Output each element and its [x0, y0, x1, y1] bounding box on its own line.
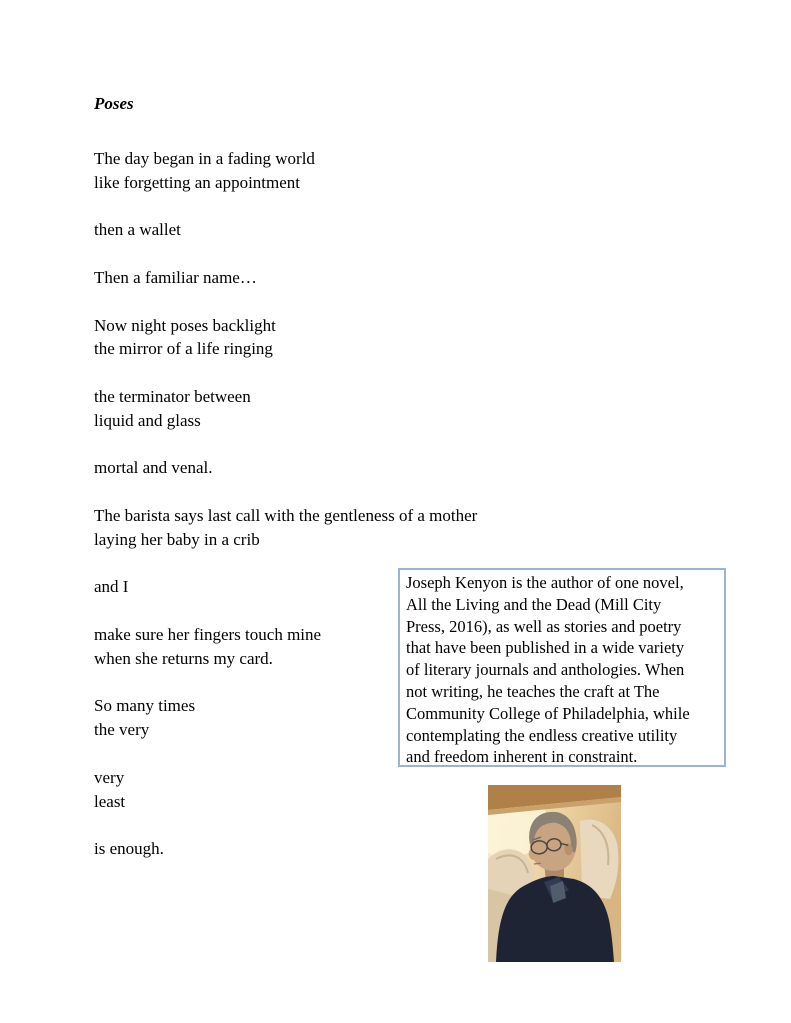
poem-line: then a wallet — [94, 220, 181, 240]
poem-stanza — [94, 218, 574, 242]
poem-line: laying her baby in a crib — [94, 529, 260, 549]
poem-line: is enough. — [94, 839, 164, 859]
poem-line: So many times — [94, 696, 196, 716]
author-bio-text — [400, 570, 724, 768]
bio-line: contemplating the endless creative utility — [406, 725, 678, 745]
poem-stanza — [94, 147, 574, 195]
poem-body — [94, 147, 574, 885]
bio-line: not writing, he teaches the craft at The — [406, 681, 660, 701]
bio-line: Press, 2016), as well as stories and poetry — [406, 616, 682, 636]
bio-line: and freedom inherent in constraint. — [406, 747, 638, 767]
poem-line: The barista says last call with the gentleness of a mother — [94, 505, 478, 525]
poem-line: the mirror of a life ringing — [94, 339, 273, 359]
poem-line: make sure her fingers touch mine — [94, 624, 322, 644]
poem-stanza — [94, 504, 574, 552]
poem-line: liquid and glass — [94, 410, 201, 430]
bio-line: Community College of Philadelphia, while — [406, 703, 690, 723]
bio-line: Joseph Kenyon is the author of one novel, — [406, 573, 684, 592]
author-photo — [488, 785, 621, 962]
bio-line: that have been published in a wide variety — [406, 638, 685, 658]
poem-line: mortal and venal. — [94, 458, 213, 478]
poem-line: Now night poses backlight — [94, 315, 276, 335]
poem-line: like forgetting an appointment — [94, 172, 301, 192]
poem-line: the very — [94, 720, 150, 740]
bio-line: of literary journals and anthologies. When — [406, 660, 685, 680]
poem-stanza — [94, 456, 574, 480]
poem-line: The day began in a fading world — [94, 149, 315, 168]
author-bio-box — [398, 568, 726, 767]
poem-stanza — [94, 385, 574, 433]
photo-mouth — [534, 863, 541, 864]
bio-line: All the Living and the Dead (Mill City — [406, 594, 662, 614]
poem-line: when she returns my card. — [94, 648, 273, 668]
poem-line: and I — [94, 577, 129, 597]
poem-line: the terminator between — [94, 386, 251, 406]
author-photo-illustration — [488, 785, 621, 962]
poem-line: very — [94, 767, 125, 787]
poem-stanza — [94, 314, 574, 362]
poem-title: Poses — [94, 94, 134, 113]
poem-line: Then a familiar name… — [94, 267, 257, 287]
poem-line: least — [94, 791, 126, 811]
poem-stanza — [94, 266, 574, 290]
